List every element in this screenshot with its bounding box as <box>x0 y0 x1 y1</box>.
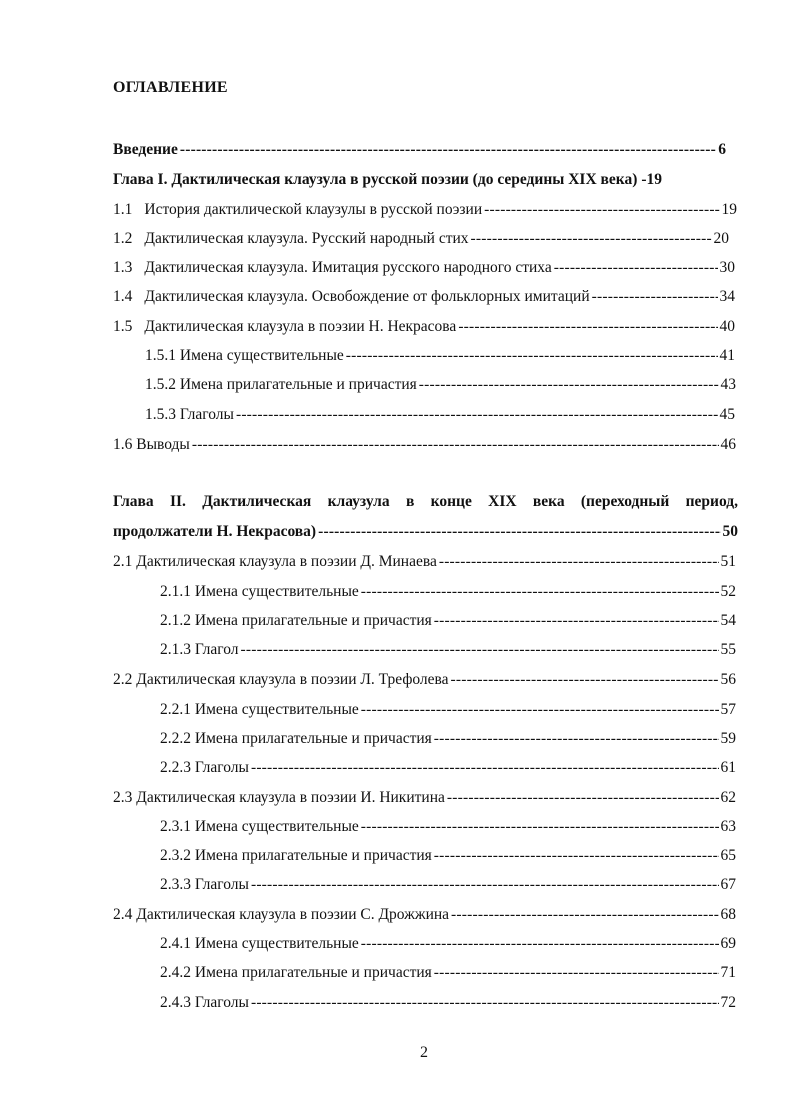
toc-page-number: 61 <box>720 759 736 776</box>
toc-subentry[interactable] <box>145 376 736 394</box>
toc-entry-title: 2.1 Дактилическая клаузула в поэзии Д. Минаева <box>113 553 437 570</box>
toc-page-number: 41 <box>719 347 735 364</box>
toc-entry-title: 1.5.1 Имена существительные <box>145 347 344 364</box>
toc-subentry[interactable] <box>160 612 736 630</box>
toc-section-number: 1.2 <box>113 230 133 247</box>
toc-entry[interactable] <box>113 553 736 571</box>
toc-entry-title: 2.3.3 Глаголы <box>160 876 249 893</box>
toc-entry-chapter-2[interactable] <box>113 523 738 541</box>
toc-entry-title: Дактилическая клаузула. Освобождение от фольклорных имитаций <box>144 288 590 305</box>
toc-entry-title: Глава I. Дактилическая клаузула в русской поэзии (до середины XIX века) <box>113 171 638 188</box>
leader-dots <box>451 906 718 924</box>
toc-entry-title: Дактилическая клаузула. Имитация русского народного стиха <box>144 259 552 276</box>
toc-page-number: 19 <box>721 201 737 218</box>
toc-entry-title: 2.2.2 Имена прилагательные и причастия <box>160 730 432 747</box>
toc-section-number: 1.1 <box>113 201 133 218</box>
leader-dots <box>447 789 719 807</box>
leader-dots <box>434 964 719 982</box>
leader-dots <box>192 436 719 454</box>
toc-entry-title: 1.5.3 Глаголы <box>145 406 234 423</box>
toc-page-number: -19 <box>641 171 663 188</box>
toc-page-number: 34 <box>719 288 735 305</box>
leader-dots <box>361 701 719 719</box>
toc-entry[interactable] <box>113 318 735 336</box>
toc-entry-title: История дактилической клаузулы в русской поэзии <box>144 201 483 218</box>
leader-dots <box>251 994 719 1012</box>
leader-dots <box>180 141 716 159</box>
toc-entry[interactable] <box>113 906 736 924</box>
toc-entry-title: Дактилическая клаузула в поэзии Н. Некрасова <box>144 318 457 335</box>
leader-dots <box>439 553 719 571</box>
toc-entry[interactable] <box>113 259 735 277</box>
toc-entry-title: 2.1.2 Имена прилагательные и причастия <box>160 612 432 629</box>
toc-page-number: 68 <box>720 906 736 923</box>
toc-entry-title: 2.4.3 Глаголы <box>160 994 249 1011</box>
toc-entry[interactable] <box>113 288 735 306</box>
page-title: ОГЛАВЛЕНИЕ <box>113 79 228 96</box>
toc-chapter-2-line-1[interactable]: Глава II. Дактилическая клаузула в конце XIX века (переходный период, <box>113 493 738 510</box>
leader-dots <box>318 523 720 541</box>
leader-dots <box>361 818 719 836</box>
leader-dots <box>346 347 718 365</box>
toc-entry-title: 2.2 Дактилическая клаузула в поэзии Л. Трефолева <box>113 671 449 688</box>
toc-subentry[interactable] <box>160 583 736 601</box>
toc-entry-intro[interactable] <box>113 141 726 159</box>
toc-page-number: 57 <box>720 701 736 718</box>
leader-dots <box>458 318 717 336</box>
toc-page-number: 54 <box>720 612 736 629</box>
leader-dots <box>241 641 719 659</box>
toc-page-number: 72 <box>720 994 736 1011</box>
toc-page-number: 52 <box>720 583 736 600</box>
toc-subentry[interactable] <box>145 347 735 365</box>
toc-subentry[interactable] <box>160 641 736 659</box>
toc-entry-title: 2.1.1 Имена существительные <box>160 583 359 600</box>
toc-page-number: 59 <box>720 730 736 747</box>
toc-section-number: 1.5 <box>113 318 133 335</box>
toc-entry-title: 2.3 Дактилическая клаузула в поэзии И. Никитина <box>113 789 445 806</box>
leader-dots <box>484 201 719 219</box>
toc-page-number: 46 <box>720 436 736 453</box>
toc-entry-title: 2.4.2 Имена прилагательные и причастия <box>160 964 432 981</box>
toc-page-number: 51 <box>720 553 736 570</box>
toc-page-number: 67 <box>720 876 736 893</box>
toc-entry-title: 2.2.3 Глаголы <box>160 759 249 776</box>
leader-dots <box>554 259 718 277</box>
leader-dots <box>471 230 712 248</box>
toc-subentry[interactable] <box>160 994 736 1012</box>
toc-entry-chapter-1[interactable] <box>113 171 738 189</box>
toc-section-number: 1.3 <box>113 259 133 276</box>
toc-entry-title: 2.1.3 Глагол <box>160 641 239 658</box>
page-number: 2 <box>420 1044 428 1061</box>
leader-dots <box>361 935 719 953</box>
toc-page-number: 63 <box>720 818 736 835</box>
toc-page-number: 69 <box>720 935 736 952</box>
toc-entry-title: 2.3.2 Имена прилагательные и причастия <box>160 847 432 864</box>
toc-page-number: 30 <box>719 259 735 276</box>
toc-entry[interactable] <box>113 201 737 219</box>
leader-dots <box>236 406 718 424</box>
toc-section-number: 1.4 <box>113 288 133 305</box>
toc-entry-title: Введение <box>113 141 178 158</box>
leader-dots <box>251 876 719 894</box>
toc-subentry[interactable] <box>160 730 736 748</box>
leader-dots <box>419 376 719 394</box>
toc-subentry[interactable] <box>160 935 736 953</box>
toc-entry-title: 1.6 Выводы <box>113 436 190 453</box>
leader-dots <box>434 612 719 630</box>
toc-page-number: 40 <box>719 318 735 335</box>
toc-page-number: 20 <box>713 230 729 247</box>
toc-entry-title: 2.4.1 Имена существительные <box>160 935 359 952</box>
leader-dots <box>434 730 719 748</box>
toc-subentry[interactable] <box>160 847 736 865</box>
toc-entry[interactable] <box>113 436 736 454</box>
toc-entry-title: 2.3.1 Имена существительные <box>160 818 359 835</box>
toc-entry[interactable] <box>113 789 736 807</box>
toc-entry[interactable] <box>113 671 736 689</box>
toc-page-number: 65 <box>720 847 736 864</box>
toc-page-number: 71 <box>720 964 736 981</box>
toc-page-number: 62 <box>720 789 736 806</box>
leader-dots <box>361 583 719 601</box>
leader-dots <box>592 288 718 306</box>
toc-entry-title: 2.2.1 Имена существительные <box>160 701 359 718</box>
toc-subentry[interactable] <box>160 759 736 777</box>
toc-subentry[interactable] <box>160 701 736 719</box>
toc-entry-title: Дактилическая клаузула. Русский народный стих <box>144 230 469 247</box>
toc-page-number: 50 <box>722 523 738 540</box>
toc-page-number: 6 <box>718 141 726 158</box>
toc-entry[interactable] <box>113 230 729 248</box>
toc-subentry[interactable] <box>145 406 735 424</box>
toc-subentry[interactable] <box>160 818 736 836</box>
leader-dots <box>434 847 719 865</box>
toc-page-number: 55 <box>720 641 736 658</box>
leader-dots <box>451 671 719 689</box>
toc-entry-title: 1.5.2 Имена прилагательные и причастия <box>145 376 417 393</box>
toc-page-number: 43 <box>720 376 736 393</box>
toc-entry-title: 2.4 Дактилическая клаузула в поэзии С. Дрожжина <box>113 906 450 923</box>
toc-page-number: 45 <box>719 406 735 423</box>
toc-subentry[interactable] <box>160 876 736 894</box>
leader-dots <box>251 759 719 777</box>
toc-subentry[interactable] <box>160 964 736 982</box>
toc-page-number: 56 <box>720 671 736 688</box>
toc-entry-title: продолжатели Н. Некрасова) <box>113 523 317 540</box>
